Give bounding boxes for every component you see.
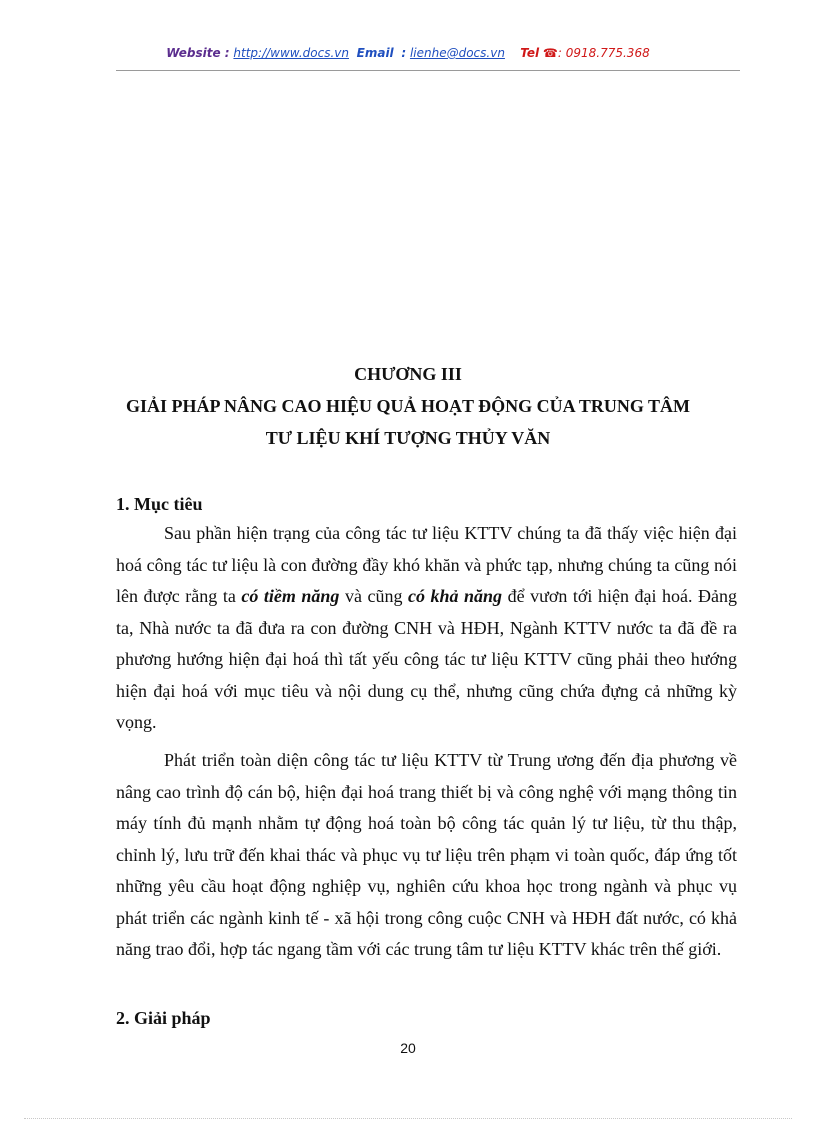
- section-1-paragraph-1: [116, 518, 737, 739]
- paragraph-1-text-c: để vươn tới hiện đại hoá. Đảng ta, Nhà nước ta đã đưa ra con đường CNH và HĐH, Ngành KTTV nước ta đã đề ra phương hướng hiện đại hoá thì tất yếu công tác tư liệu KTTV cũng phải theo hướng hiện đại hoá với mục tiêu và nội dung cụ thể, nhưng cũng chứa đựng cả những kỳ vọng.: [116, 586, 737, 732]
- tel-value: : 0918.775.368: [557, 46, 650, 60]
- paragraph-1-text-b: và cũng: [344, 586, 403, 606]
- page-header: [0, 46, 816, 60]
- footer-divider: [24, 1118, 792, 1119]
- page-number: 20: [400, 1040, 416, 1056]
- paragraph-2-text: Phát triển toàn diện công tác tư liệu KTTV từ Trung ương đến địa phương về nâng cao trình độ cán bộ, hiện đại hoá trang thiết bị và công nghệ với mạng thông tin máy tính đủ mạnh nhằm tự động hoá toàn bộ công tác quản lý tư liệu, từ thu thập, chỉnh lý, lưu trữ đến khai thác và phục vụ tư liệu trên phạm vi toàn quốc, đáp ứng tốt những yêu cầu hoạt động nghiệp vụ, nghiên cứu khoa học trong ngành và phục vụ phát triển các ngành kinh tế - xã hội trong công cuộc CNH và HĐH đất nước, có khả năng trao đổi, hợp tác ngang tầm với các trung tâm tư liệu KTTV khác trên thế giới.: [116, 750, 737, 959]
- section-2-heading: 2. Giải pháp: [116, 1008, 211, 1028]
- paragraph-1-text-a: Sau phần hiện trạng của công tác tư liệu KTTV chúng ta đã thấy việc hiện đại hoá công tác tư liệu là con đường đầy khó khăn và phức tạp, nhưng chúng ta cũng nói lên được rằng ta: [116, 523, 737, 606]
- email-link[interactable]: lienhe@docs.vn: [409, 46, 505, 60]
- phone-icon: ☎: [542, 46, 558, 60]
- emphasis-tiem-nang: có tiềm năng: [241, 586, 340, 606]
- website-label: Website :: [166, 46, 230, 60]
- email-label: Email: [356, 46, 394, 60]
- chapter-number: CHƯƠNG III: [354, 364, 462, 384]
- section-1-paragraph-2: [116, 745, 737, 966]
- chapter-title-line-1: GIẢI PHÁP NÂNG CAO HIỆU QUẢ HOẠT ĐỘNG CỦA TRUNG TÂM: [125, 396, 691, 416]
- email-separator: :: [401, 46, 407, 60]
- tel-label: Tel: [520, 46, 540, 60]
- emphasis-kha-nang: có khả năng: [407, 586, 503, 606]
- chapter-title-line-2: TƯ LIỆU KHÍ TƯỢNG THỦY VĂN: [265, 428, 551, 448]
- header-divider: [116, 70, 740, 71]
- section-1-heading: 1. Mục tiêu: [116, 494, 203, 514]
- website-link[interactable]: http://www.docs.vn: [233, 46, 349, 60]
